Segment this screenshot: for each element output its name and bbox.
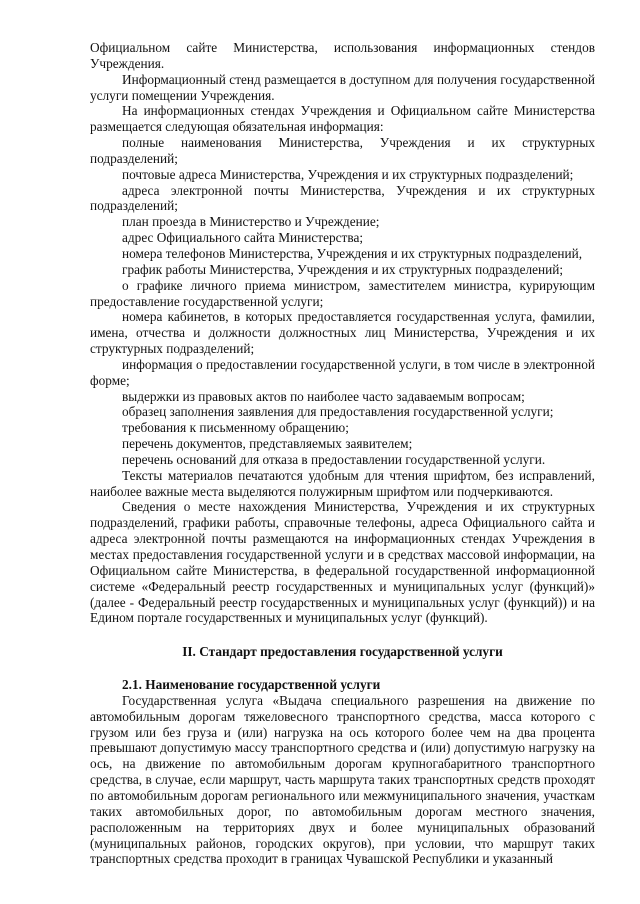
list-item: образец заполнения заявления для предоставления государственной услуги;	[122, 404, 554, 420]
list-item: номера телефонов Министерства, Учреждения и их структурных подразделений,	[122, 245, 583, 261]
list-item: адреса электронной почты Министерства, Учреждения и их структурных подразделений;	[90, 182, 595, 214]
list-item: выдержки из правовых актов по наиболее часто задаваемым вопросам;	[122, 388, 525, 404]
list-item: почтовые адреса Министерства, Учреждения и их структурных подразделений;	[122, 166, 574, 182]
list-item: о графике личного приема министром, заместителем министра, курирующим предоставление государственной услуги;	[90, 277, 595, 309]
paragraph: Сведения о месте нахождения Министерства, Учреждения и их структурных подразделений, графики работы, справочные телефоны, адреса Официального сайта и адреса электронной почты размещаются на информационных стендах Учреждения в местах предоставления государственной услуги и в средствах массовой информации, на Официальном сайте Министерства, в федеральной государственной информационной системе «Федеральный реестр государственных и муниципальных услуг (функций)» (далее - Федеральный реестр государственных и муниципальных услуг (функций)) и на Едином портале государственных и муниципальных услуг (функций).	[90, 499, 595, 626]
list-item: график работы Министерства, Учреждения и их структурных подразделений;	[122, 261, 564, 277]
subsection-title: 2.1. Наименование государственной услуги	[122, 677, 381, 693]
list-item: полные наименования Министерства, Учреждения и их структурных подразделений;	[90, 135, 595, 166]
list-item: номера кабинетов, в которых предоставляется государственная услуга, фамилии, имена, отчества и должности должностных лиц Министерства, Учреждения и их структурных подразделений;	[90, 309, 595, 357]
list-item: информация о предоставлении государственной услуги, в том числе в электронной форме;	[90, 356, 595, 388]
list-item: требования к письменному обращению;	[122, 420, 349, 436]
list-item: адрес Официального сайта Министерства;	[122, 230, 364, 246]
paragraph: На информационных стендах Учреждения и Официальном сайте Министерства размещается следующая обязательная информация:	[90, 103, 595, 135]
document-page	[90, 40, 595, 867]
paragraph: Официальном сайте Министерства, использования информационных стендов Учреждения.	[90, 40, 595, 71]
paragraph: Информационный стенд размещается в доступном для получения государственной услуги помещении Учреждения.	[90, 71, 595, 103]
paragraph: Тексты материалов печатаются удобным для чтения шрифтом, без исправлений, наиболее важные места выделяются полужирным шрифтом или подчеркиваются.	[90, 467, 595, 499]
list-item: план проезда в Министерство и Учреждение;	[122, 214, 380, 230]
paragraph: Государственная услуга «Выдача специального разрешения на движение по автомобильным дорогам тяжеловесного транспортного средства, масса которого с грузом или без груза и (или) нагрузка на ось которого более чем на два процента превышают допустимую массу транспортного средства и (или) допустимую нагрузку на ось, на движение по автомобильным дорогам крупногабаритного транспортного средства, в случае, если маршрут, часть маршрута таких транспортных средств проходят по автомобильным дорогам регионального или межмуниципального значения, участкам таких автомобильных дорог, по автомобильным дорогам местного значения, расположенным на территориях двух и более муниципальных образований (муниципальных районов, городских округов), при условии, что маршрут таких транспортных средства проходит в границах Чувашской Республики и указанный	[90, 692, 595, 867]
list-item: перечень оснований для отказа в предоставлении государственной услуги.	[122, 451, 546, 467]
list-item: перечень документов, представляемых заявителем;	[122, 436, 413, 452]
section-title: II. Стандарт предоставления государственной услуги	[182, 644, 503, 660]
